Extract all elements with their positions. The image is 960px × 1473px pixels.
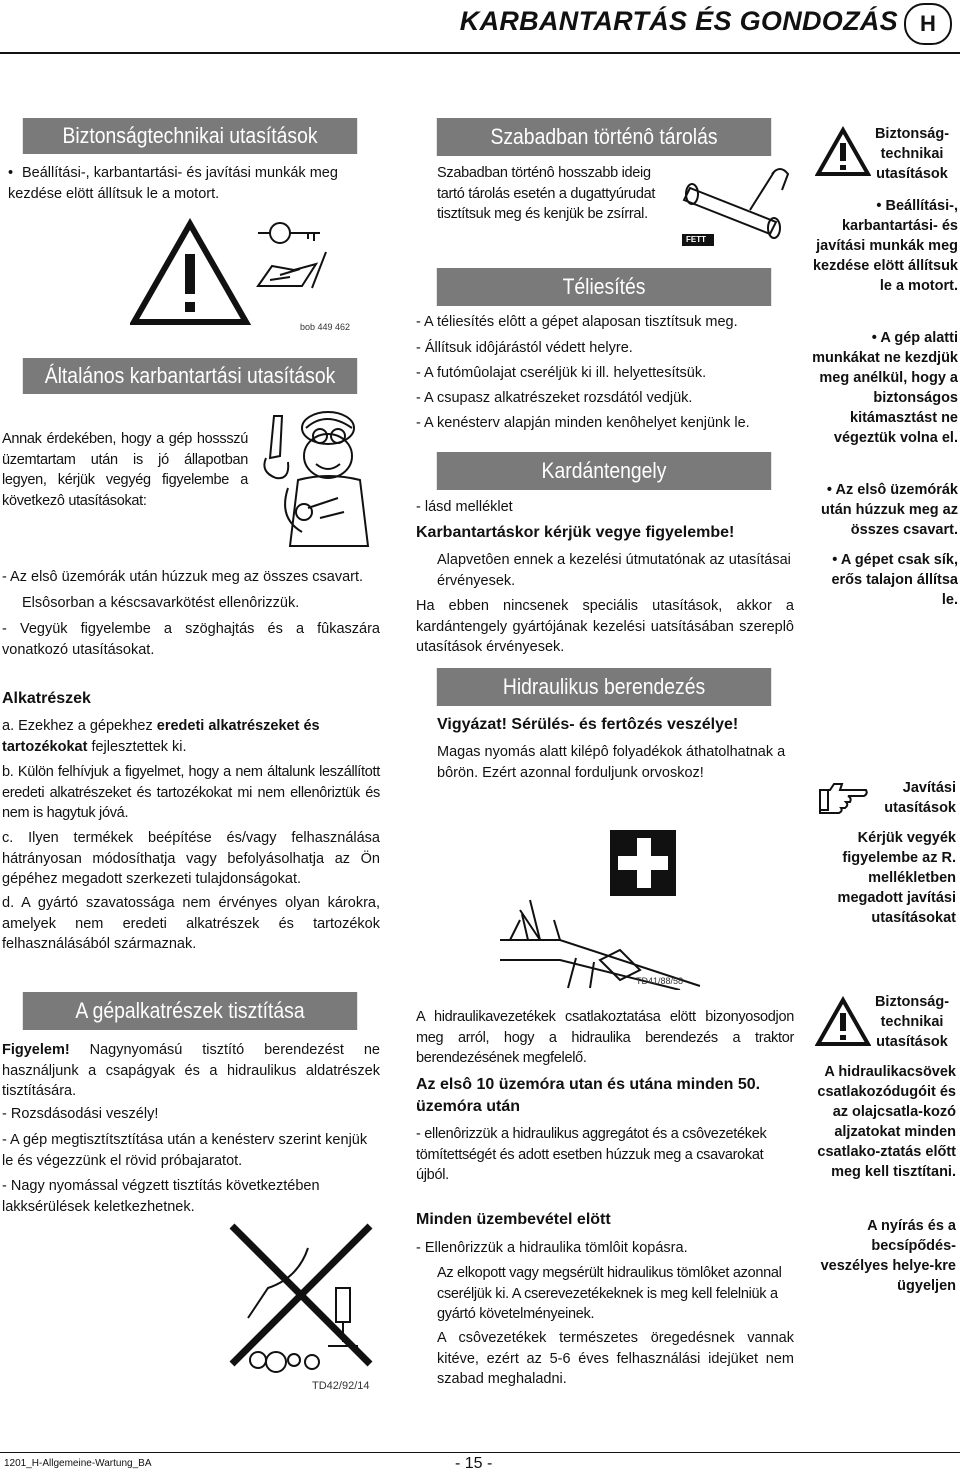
hydraulics-first-heading: Az elsô 10 üzemóra utan és utána minden 50. üzemóra után bbox=[416, 1076, 761, 1115]
first-aid-hose-icon bbox=[500, 790, 720, 990]
sidebar-safety-item-2 bbox=[812, 328, 958, 448]
sidebar-safety-item-1 bbox=[812, 196, 958, 296]
cleaning-warning bbox=[2, 1040, 380, 1102]
section-bar-hydraulics bbox=[437, 668, 771, 706]
hydraulics-title: Hidraulikus berendezés bbox=[502, 674, 706, 699]
sidebar-safety-item-4-text: A gépet csak sík, erős talajon állítsa le. bbox=[831, 552, 958, 608]
warning-triangle-icon bbox=[815, 996, 871, 1048]
sidebar-safety-item-1-text: Beállítási-, karbantartási- és javítási munkák meg kezdése elött állítsuk le a motort. bbox=[812, 198, 958, 294]
general-intro: Annak érdekében, hogy a gép hossszú üzemtartam után is jó állapotban legyen, kérjük vegyég figyelembe a következô utasításokat: bbox=[2, 431, 248, 509]
sidebar-safety-item-3-text: Az elsô üzemórák után húzzuk meg az összes csavart. bbox=[821, 482, 958, 538]
cleaning-warning-label: Figyelem! bbox=[2, 1042, 70, 1058]
storage-text: Szabadban történô hosszabb ideig tartó tárolás esetén a dugattyúrudat tisztítsuk meg és kenjük be zsírral. bbox=[437, 165, 656, 222]
mechanic-illustration-icon bbox=[258, 398, 376, 548]
page-header-title: KARBANTARTÁS ÉS GONDOZÁS bbox=[459, 6, 898, 36]
general-title: Általános karbantartási utasítások bbox=[44, 363, 336, 388]
shaft-note-heading: Karbantartáskor kérjük vegye figyelembe! bbox=[416, 524, 735, 541]
parts-a-text: a. Ezekhez a gépekhez bbox=[2, 718, 157, 734]
sidebar-warning-2 bbox=[815, 996, 871, 1048]
storage-title: Szabadban történô tárolás bbox=[490, 124, 718, 149]
cleaning-item-3: - Nagy nyomással végzett tisztítás következtében lakksérülések keletkezhetnek. bbox=[2, 1178, 320, 1215]
page-number: - 15 - bbox=[455, 1455, 493, 1472]
section-bar-cleaning bbox=[23, 992, 357, 1030]
mechanic-figure bbox=[258, 398, 376, 548]
warning-triangle-icon bbox=[815, 126, 871, 178]
bullet-dot: • bbox=[871, 330, 881, 346]
section-bar-general bbox=[23, 358, 357, 394]
winter-item-4: - A csupasz alkatrészeket rozsdától vedjük. bbox=[416, 390, 693, 406]
warning-triangle-icon bbox=[130, 218, 340, 330]
shaft-note-1: Alapvetôen ennek a kezelési útmutatónak az utasításai érvényesek. bbox=[437, 552, 791, 589]
shaft-item: - lásd melléklet bbox=[416, 499, 513, 515]
hydraulics-before-heading: Minden üzembevétel elött bbox=[416, 1211, 611, 1228]
safety-title: Biztonságtechnikai utasítások bbox=[62, 123, 318, 148]
sidebar-warning-1 bbox=[815, 126, 871, 178]
sidebar-safety-item-4 bbox=[812, 550, 958, 610]
general-item-3: - Vegyük figyelembe a szöghajtás és a fûkaszára vonatkozó utasításokat. bbox=[2, 621, 380, 658]
bullet-dot: • bbox=[826, 482, 836, 498]
sidebar-safety-item-3 bbox=[812, 480, 958, 540]
hydraulics-warning-heading: Vigyázat! Sérülés- és fertôzés veszélye! bbox=[437, 716, 739, 733]
parts-item-d: d. A gyártó szavatossága nem érvényes olyan károkra, amelyek nem eredeti alkatrészek és tartozékok felhasználásából származnak. bbox=[2, 895, 380, 952]
bullet-dot: • bbox=[876, 198, 886, 214]
cleaning-item-1: - Rozsdásodási veszély! bbox=[2, 1106, 159, 1122]
safety-bullet bbox=[8, 163, 378, 204]
hydraulic-injury-figure bbox=[500, 790, 720, 990]
hydraulics-warning-text: Magas nyomás alatt kilépô folyadékok áthatolhatnak a bôrön. Ezért azonnal forduljunk orvoskoz! bbox=[437, 744, 786, 781]
figure-label: bob 449 462 bbox=[300, 322, 351, 332]
cleaning-warning-text: Nagynyomású tisztító berendezést ne használjunk a csapágyak és a hidraulikus aldatrészek tisztítására. bbox=[2, 1042, 380, 1099]
footer-divider bbox=[0, 1452, 960, 1453]
winter-title: Téliesítés bbox=[562, 274, 646, 299]
crossed-out-washer-icon bbox=[228, 1218, 378, 1390]
sidebar-safety2-p1: A hidraulikacsövek csatlakozódugóit és az olajcsatla-kozó aljzatokat minden csatlako-ztatás előtt meg kell tisztítani. bbox=[817, 1064, 956, 1180]
section-bar-shaft bbox=[437, 452, 771, 490]
sidebar-repair-text: Kérjük vegyék figyelembe az R. mellékletben megadott javítási utasításokat bbox=[837, 830, 956, 926]
shaft-note-2: Ha ebben nincsenek speciális utasítások, akkor a kardántengely gyártójának kezelési uatsításában szereplô utasítások érvényesek. bbox=[416, 598, 794, 655]
parts-item-b: b. Külön felhívjuk a figyelmet, hogy a nem általunk leszállított eredeti alkatrészeket és tartozékokat mi nem ellenôriztük és nem is hagytuk jóvá. bbox=[2, 764, 380, 821]
no-pressure-washer-figure bbox=[228, 1218, 378, 1390]
parts-heading: Alkatrészek bbox=[2, 690, 91, 707]
figure-label-hydraulics: TD41/88/58 bbox=[636, 976, 684, 986]
hydraulics-first-item: - ellenôrizzük a hidraulikus aggregátot és a csôvezetékek tömítettségét és adott esetben húzzuk meg a csavarokat újból. bbox=[416, 1126, 767, 1183]
winter-item-2: - Állítsuk idôjárástól védett helyre. bbox=[416, 340, 633, 356]
fett-label: FETT bbox=[686, 235, 706, 244]
sidebar-safety-title-2: Biztonság-technikai utasítások bbox=[874, 994, 950, 1050]
winter-item-1: - A téliesítés elôtt a gépet alaposan tisztítsuk meg. bbox=[416, 314, 738, 330]
hydraulics-before-item: - Ellenôrizzük a hidraulika tömlôit kopásra. bbox=[416, 1240, 688, 1256]
cleaning-item-2: - A gép megtisztítsztítása után a kenésterv szerint kenjük le és végezzünk el rövid próbajaratot. bbox=[2, 1132, 368, 1169]
header-divider bbox=[0, 52, 960, 54]
parts-item-c: c. Ilyen termékek beépítése és/vagy felhasználása hátrányosan módosíthatja vagy befolyásolhatja az Ön gépéhez megadott szerkezeti tulajdonságokat. bbox=[2, 830, 380, 887]
sidebar-safety-title-1: Biztonság-technikai utasítások bbox=[874, 126, 950, 182]
hydraulics-check-intro: A hidraulikavezetékek csatlakoztatása elött bizonyosodjon meg arról, hogy a hidraulika berendezés a traktor berendezésének megfelelő. bbox=[416, 1009, 794, 1066]
winter-item-3: - A futómûolajat cseréljük ki ill. helyettesítsük. bbox=[416, 365, 707, 381]
hydraulics-before-p2: A csôvezetékek természetes öregedésnek vannak kitéve, ezért az 5-6 éves felhasználási idejüket nem szabad meghaladni. bbox=[437, 1330, 794, 1387]
footer-filename: 1201_H-Allgemeine-Wartung_BA bbox=[4, 1458, 152, 1469]
general-item-2: Elsôsorban a késcsavarkötést ellenôrizzük. bbox=[22, 595, 300, 611]
parts-a-text-end: fejlesztettek ki. bbox=[87, 738, 187, 755]
parts-item-a bbox=[2, 716, 380, 757]
safety-bullet-text: Beállítási-, karbantartási- és javítási munkák meg kezdése elött állítsuk le a motort. bbox=[8, 165, 338, 202]
section-bar-winter bbox=[437, 268, 771, 306]
bullet-dot: • bbox=[832, 552, 841, 568]
sidebar-safety-item-2-text: A gép alatti munkákat ne kezdjük meg anélkül, hogy a biztonságos kitámasztást ne végeztük volna el. bbox=[812, 330, 958, 446]
language-badge: H bbox=[904, 3, 952, 45]
sidebar-repair-title: Javítási utasítások bbox=[884, 780, 956, 816]
general-item-1: - Az elsô üzemórák után húzzuk meg az összes csavart. bbox=[2, 569, 364, 585]
winter-item-5: - A kenésterv alapján minden kenôhelyet kenjünk le. bbox=[416, 415, 750, 431]
section-bar-storage bbox=[437, 118, 771, 156]
safety-figure bbox=[130, 218, 340, 330]
shaft-title: Kardántengely bbox=[541, 458, 667, 483]
cleaning-title: A gépalkatrészek tisztítása bbox=[75, 998, 305, 1023]
section-bar-safety bbox=[23, 118, 357, 154]
bullet-dot: • bbox=[8, 165, 14, 181]
parts-a-emphasis: eredeti alkatrészeket és tartozékokat bbox=[2, 718, 320, 755]
sidebar-safety2-p2: A nyírás és a becsípődés-veszélyes helye-kre ügyeljen bbox=[820, 1218, 956, 1294]
figure-label-cleaning: TD42/92/14 bbox=[312, 1380, 370, 1392]
hydraulics-before-p1: Az elkopott vagy megsérült hidraulikus tömlôket azonnal cseréljük ki. A cserevezetékeknek is meg kell felelniük a gyártó követelményeinek. bbox=[437, 1265, 782, 1322]
